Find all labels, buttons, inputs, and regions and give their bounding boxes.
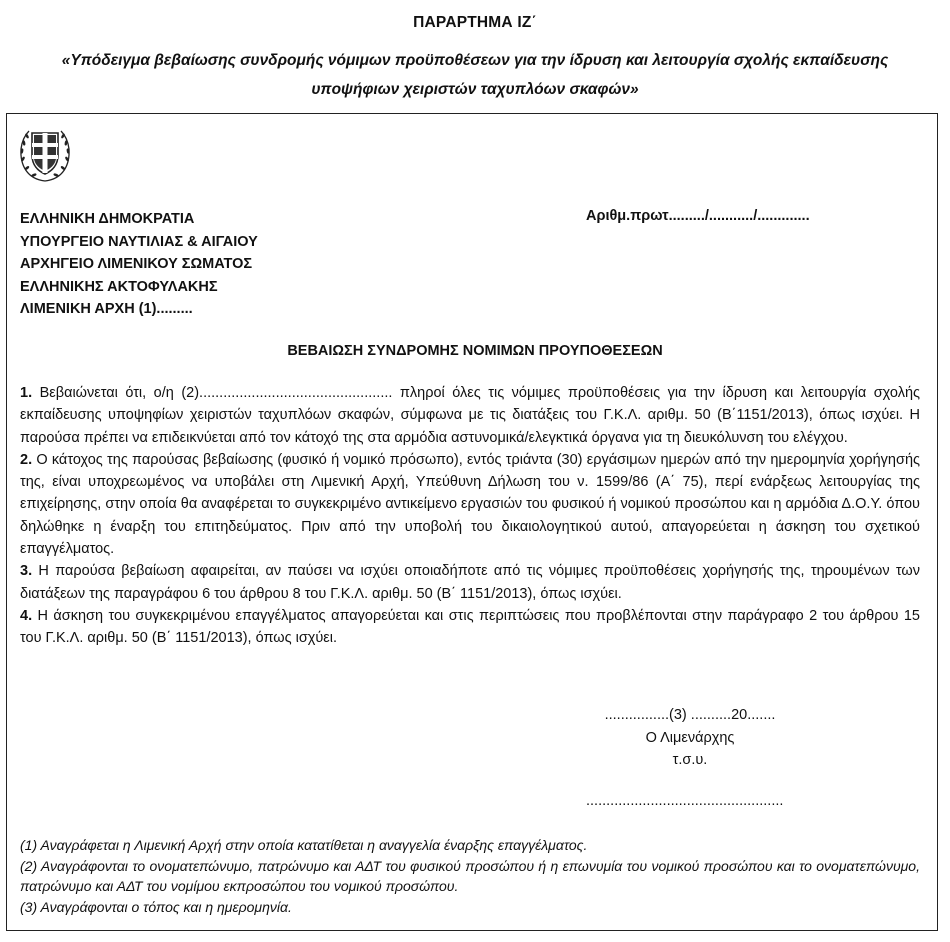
paragraph-number: 1. (20, 385, 33, 401)
seal-abbreviation: τ.σ.υ. (672, 752, 708, 768)
footnote-3: (3) Αναγράφονται ο τόπος και η ημερομηνία. (20, 898, 292, 915)
certificate-title: ΒΕΒΑΙΩΣΗ ΣΥΝΔΡΟΜΗΣ ΝΟΜΙΜΩΝ ΠΡΟΥΠΟΘΕΣΕΩΝ (287, 343, 663, 359)
authority-line-port-authority: ΛΙΜΕΝΙΚΗ ΑΡΧΗ (1)......... (20, 301, 193, 317)
paragraph-4 (20, 605, 920, 650)
issuing-authority-block (20, 208, 258, 321)
paragraph-text: Η άσκηση του συγκεκριμένου επαγγέλματος απαγορεύεται και στις περιπτώσεις που προβλέπονται στην παράγραφο 2 του άρθρου 15 του Γ.Κ.Λ. αριθμ. 50 (Β΄ 1151/2013), όπως ισχύει. (20, 607, 920, 647)
authority-line-republic: ΕΛΛΗΝΙΚΗ ΔΗΜΟΚΡΑΤΙΑ (20, 211, 195, 227)
annex-title: ΠΑΡΑΡΤΗΜΑ ΙΖ΄ (413, 14, 537, 31)
authority-line-coast-guard: ΕΛΛΗΝΙΚΗΣ ΑΚΤΟΦΥΛΑΚΗΣ (20, 278, 218, 295)
signatory-role: Ο Λιμενάρχης (645, 729, 735, 746)
paragraph-1 (20, 382, 920, 449)
place-date-line: ................(3) ..........20....... (604, 707, 776, 723)
signature-block (580, 704, 800, 772)
footnote-1: (1) Αναγράφεται η Λιμενική Αρχή στην οποία κατατίθεται η αναγγελία έναρξης επαγγέλματος. (20, 837, 588, 853)
paragraph-text: Η παρούσα βεβαίωση αφαιρείται, αν παύσει να ισχύει οποιαδήποτε από τις νόμιμες προϋποθέσεις χορήγησής της, τηρουμένων των διατάξεων της παραγράφου 6 του άρθρου 8 του Γ.Κ.Λ. αριθμ. 50 (Β΄ 1151/2013), όπως ισχύει. (20, 563, 920, 602)
protocol-number: Αριθμ.πρωτ........./.........../............. (586, 208, 810, 224)
paragraph-3 (20, 560, 920, 605)
certificate-body (20, 382, 920, 650)
paragraph-number: 3. (20, 563, 33, 580)
signature-line: ................................................. (586, 793, 784, 809)
paragraph-text: Ο κάτοχος της παρούσας βεβαίωσης (φυσικό ή νομικό πρόσωπο), εντός τριάντα (30) εργάσιμων ημερών από την ημερομηνία χορήγησής της, είναι υποχρεωμένος να υποβάλει στη Λιμενική Αρχή, Υπεύθυνη Δήλωση του ν. 1599/86 (Α΄ 75), περί ενάρξεως λειτουργίας της επιχείρησης, στην οποία θα αναφέρεται το συγκεκριμένο αντικείμενο εργασιών του φυσικού ή νομικού προσώπου και η αρμόδια Δ.Ο.Υ. όπου δηλώθηκε η έναρξη του επιτηδεύματος. Πριν από την υποβολή του δικαιολογητικού αυτού, απαγορεύεται η άσκηση του σχετικού επαγγέλματος. (20, 451, 920, 558)
paragraph-2 (20, 449, 920, 560)
annex-subtitle-line-1: «Υπόδειγμα βεβαίωσης συνδρομής νόμιμων προϋποθέσεων για την ίδρυση και λειτουργία σχολής εκπαίδευσης (61, 52, 889, 69)
authority-line-headquarters: ΑΡΧΗΓΕΙΟ ΛΙΜΕΝΙΚΟΥ ΣΩΜΑΤΟΣ (20, 256, 253, 272)
footnote-2: (2) Αναγράφονται το ονοματεπώνυμο, πατρώνυμο και ΑΔΤ του φυσικού προσώπου ή η επωνυμία του νομικού προσώπου και το ονοματεπώνυμο, πατρώνυμο και ΑΔΤ του νομίμου εκπροσώπου του νομικού προσώπου. (20, 857, 920, 894)
annex-subtitle-line-2: υποψήφιων χειριστών ταχυπλόων σκαφών» (311, 81, 639, 98)
hellenic-republic-coat-of-arms-icon (17, 125, 73, 185)
annex-subtitle (30, 46, 920, 104)
paragraph-number: 2. (20, 451, 33, 468)
footnotes (20, 835, 920, 917)
authority-line-ministry: ΥΠΟΥΡΓΕΙΟ ΝΑΥΤΙΛΙΑΣ & ΑΙΓΑΙΟΥ (20, 233, 258, 250)
paragraph-number: 4. (20, 607, 33, 624)
paragraph-text: Βεβαιώνεται ότι, ο/η (2)................................................ πληροί όλες τις νόμιμες προϋποθέσεις για την ίδρυση και λειτουργία σχολής εκπαίδευσης υποψηφίων χειριστών ταχυπλόων σκαφών, σύμφωνα με τις διατάξεις του Γ.Κ.Λ. αριθμ. 50 (Β΄1151/2013), όπως ισχύει. Η παρούσα πρέπει να επιδεικνύεται από τον κάτοχό της στα αρμόδια αστυνομικά/ελεγκτικά όργανα για τη διευκόλυνση του ελέγχου. (20, 385, 920, 446)
